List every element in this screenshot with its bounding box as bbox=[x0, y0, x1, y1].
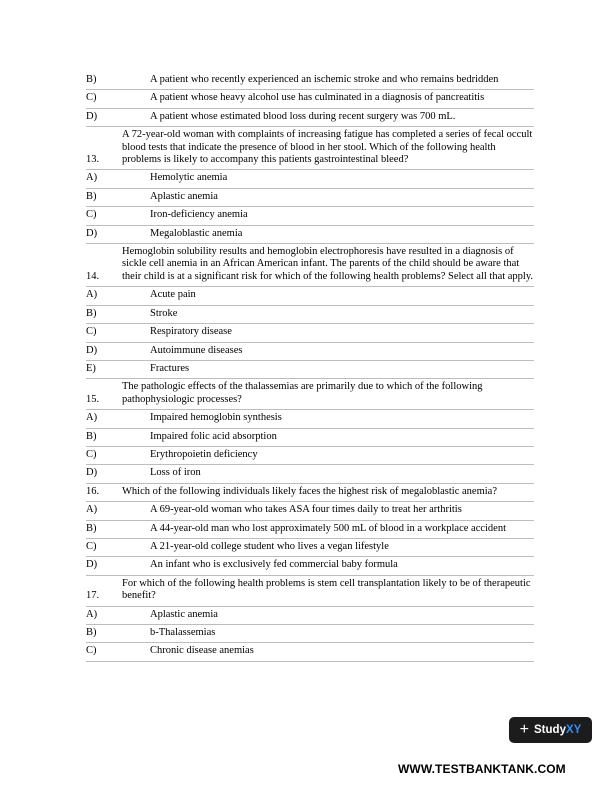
option-text: Chronic disease anemias bbox=[122, 643, 534, 661]
option-text: A 21-year-old college student who lives a vegan lifestyle bbox=[122, 538, 534, 556]
answer-option-row bbox=[86, 287, 534, 305]
badge-xy-text: XY bbox=[565, 724, 582, 736]
question-row bbox=[86, 127, 534, 170]
option-letter: B) bbox=[86, 520, 122, 538]
option-text: Loss of iron bbox=[122, 465, 534, 483]
option-text: Acute pain bbox=[122, 287, 534, 305]
answer-option-row bbox=[86, 324, 534, 342]
question-text: Which of the following individuals likely faces the highest risk of megaloblastic anemia? bbox=[122, 483, 534, 501]
option-text: Erythropoietin deficiency bbox=[122, 446, 534, 464]
answer-option-row bbox=[86, 225, 534, 243]
option-letter: A) bbox=[86, 502, 122, 520]
option-text: Aplastic anemia bbox=[122, 188, 534, 206]
answer-option-row bbox=[86, 72, 534, 90]
option-letter: D) bbox=[86, 225, 122, 243]
answer-option-row bbox=[86, 305, 534, 323]
plus-icon: + bbox=[519, 721, 530, 738]
question-number: 13. bbox=[86, 127, 122, 170]
option-letter: A) bbox=[86, 170, 122, 188]
option-text: Iron-deficiency anemia bbox=[122, 207, 534, 225]
answer-option-row bbox=[86, 410, 534, 428]
option-text: An infant who is exclusively fed commercial baby formula bbox=[122, 557, 534, 575]
option-text: Stroke bbox=[122, 305, 534, 323]
question-text: Hemoglobin solubility results and hemoglobin electrophoresis have resulted in a diagnosis of sickle cell anemia in an African American infant. The parents of the child should be aware that their child is at a significant risk for which of the following health problems? Select all that apply. bbox=[122, 244, 534, 287]
studyxy-badge[interactable] bbox=[509, 717, 592, 743]
answer-option-row bbox=[86, 207, 534, 225]
question-text: The pathologic effects of the thalassemias are primarily due to which of the following pathophysiologic processes? bbox=[122, 379, 534, 410]
badge-study-text: Study bbox=[534, 724, 566, 736]
option-letter: D) bbox=[86, 342, 122, 360]
question-row bbox=[86, 483, 534, 501]
option-text: A patient whose estimated blood loss during recent surgery was 700 mL. bbox=[122, 108, 534, 126]
answer-option-row bbox=[86, 538, 534, 556]
question-number: 14. bbox=[86, 244, 122, 287]
answer-option-row bbox=[86, 360, 534, 378]
question-row bbox=[86, 575, 534, 606]
option-text: A 44-year-old man who lost approximately 500 mL of blood in a workplace accident bbox=[122, 520, 534, 538]
answer-option-row bbox=[86, 188, 534, 206]
answer-option-row bbox=[86, 502, 534, 520]
option-letter: D) bbox=[86, 465, 122, 483]
option-letter: A) bbox=[86, 606, 122, 624]
option-letter: C) bbox=[86, 446, 122, 464]
option-text: Respiratory disease bbox=[122, 324, 534, 342]
option-letter: C) bbox=[86, 207, 122, 225]
option-letter: B) bbox=[86, 72, 122, 90]
answer-option-row bbox=[86, 625, 534, 643]
answer-option-row bbox=[86, 557, 534, 575]
option-letter: C) bbox=[86, 324, 122, 342]
question-row bbox=[86, 244, 534, 287]
question-text: For which of the following health problems is stem cell transplantation likely to be of therapeutic benefit? bbox=[122, 575, 534, 606]
option-letter: B) bbox=[86, 305, 122, 323]
option-letter: D) bbox=[86, 108, 122, 126]
answer-option-row bbox=[86, 90, 534, 108]
option-letter: B) bbox=[86, 428, 122, 446]
option-text: Megaloblastic anemia bbox=[122, 225, 534, 243]
option-text: Autoimmune diseases bbox=[122, 342, 534, 360]
option-letter: C) bbox=[86, 538, 122, 556]
question-rows bbox=[86, 72, 534, 661]
option-text: Impaired folic acid absorption bbox=[122, 428, 534, 446]
option-text: A patient whose heavy alcohol use has culminated in a diagnosis of pancreatitis bbox=[122, 90, 534, 108]
option-letter: A) bbox=[86, 410, 122, 428]
answer-option-row bbox=[86, 342, 534, 360]
option-text: Aplastic anemia bbox=[122, 606, 534, 624]
option-text: Fractures bbox=[122, 360, 534, 378]
option-text: Hemolytic anemia bbox=[122, 170, 534, 188]
answer-option-row bbox=[86, 170, 534, 188]
question-number: 15. bbox=[86, 379, 122, 410]
answer-option-row bbox=[86, 108, 534, 126]
answer-option-row bbox=[86, 465, 534, 483]
option-letter: D) bbox=[86, 557, 122, 575]
document-page bbox=[86, 72, 534, 662]
option-letter: B) bbox=[86, 625, 122, 643]
option-text: Impaired hemoglobin synthesis bbox=[122, 410, 534, 428]
option-letter: C) bbox=[86, 90, 122, 108]
question-number: 16. bbox=[86, 483, 122, 501]
question-number: 17. bbox=[86, 575, 122, 606]
answer-option-row bbox=[86, 643, 534, 661]
option-letter: C) bbox=[86, 643, 122, 661]
option-text: A patient who recently experienced an ischemic stroke and who remains bedridden bbox=[122, 72, 534, 90]
option-text: b-Thalassemias bbox=[122, 625, 534, 643]
answer-option-row bbox=[86, 520, 534, 538]
question-text: A 72-year-old woman with complaints of increasing fatigue has completed a series of fecal occult blood tests that indicate the presence of blood in her stool. Which of the following health problems is likely to accompany this patients gastrointestinal bleed? bbox=[122, 127, 534, 170]
option-letter: A) bbox=[86, 287, 122, 305]
question-table bbox=[86, 72, 534, 662]
option-letter: B) bbox=[86, 188, 122, 206]
answer-option-row bbox=[86, 606, 534, 624]
answer-option-row bbox=[86, 446, 534, 464]
option-letter: E) bbox=[86, 360, 122, 378]
footer-site-url: WWW.TESTBANKTANK.COM bbox=[398, 762, 566, 776]
question-row bbox=[86, 379, 534, 410]
answer-option-row bbox=[86, 428, 534, 446]
option-text: A 69-year-old woman who takes ASA four times daily to treat her arthritis bbox=[122, 502, 534, 520]
